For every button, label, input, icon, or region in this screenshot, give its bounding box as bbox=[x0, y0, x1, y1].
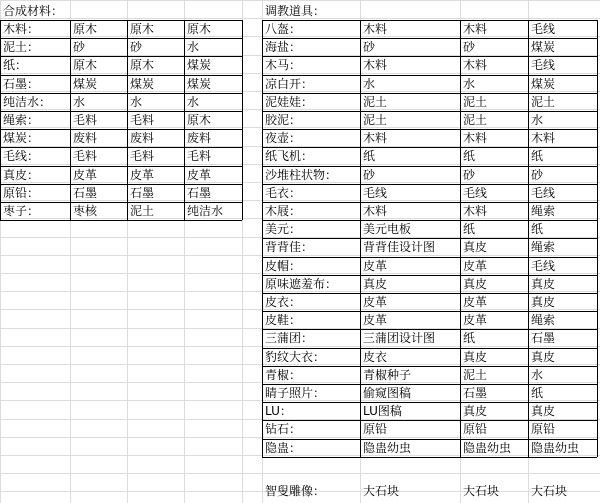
right-ingredient-cell[interactable]: 真皮 bbox=[363, 277, 388, 291]
right-ingredient-cell[interactable]: 毛线 bbox=[463, 186, 488, 200]
right-ingredient-cell[interactable]: 木料 bbox=[463, 204, 488, 218]
left-ingredient-cell[interactable]: 纯洁水 bbox=[187, 204, 224, 218]
right-ingredient-cell[interactable]: 水 bbox=[463, 77, 476, 91]
right-ingredient-cell[interactable]: 真皮 bbox=[531, 350, 556, 364]
right-ingredient-cell[interactable]: 毛线 bbox=[531, 186, 556, 200]
table-border bbox=[262, 457, 597, 458]
left-ingredient-cell[interactable]: 枣核 bbox=[73, 204, 98, 218]
right-ingredient-cell[interactable]: 真皮 bbox=[463, 240, 488, 254]
left-ingredient-cell[interactable]: 水 bbox=[130, 95, 143, 109]
left-ingredient-cell[interactable]: 石墨 bbox=[187, 186, 212, 200]
right-section-title[interactable]: 调教道具： bbox=[265, 4, 326, 18]
right-item-name[interactable]: 隐蛊： bbox=[265, 441, 302, 455]
right-ingredient-cell[interactable]: 原铅 bbox=[363, 422, 388, 436]
left-ingredient-cell[interactable]: 水 bbox=[73, 95, 86, 109]
left-ingredient-cell[interactable]: 废料 bbox=[130, 131, 155, 145]
grid-row-line bbox=[0, 0, 600, 1]
right-item-name[interactable]: 皮帽： bbox=[265, 259, 302, 273]
right-item-name[interactable]: 海盐： bbox=[265, 40, 302, 54]
right-ingredient-cell[interactable]: 纸 bbox=[531, 386, 544, 400]
right-ingredient-cell[interactable]: 真皮 bbox=[531, 277, 556, 291]
left-ingredient-cell[interactable]: 煤炭 bbox=[130, 77, 155, 91]
table-border bbox=[242, 20, 243, 220]
left-ingredient-cell[interactable]: 原木 bbox=[73, 22, 98, 36]
left-ingredient-cell[interactable]: 皮革 bbox=[73, 168, 98, 182]
left-ingredient-cell[interactable]: 毛料 bbox=[187, 149, 212, 163]
right-item-name[interactable]: 泥娃娃： bbox=[265, 95, 314, 109]
right-ingredient-cell[interactable]: 绳索 bbox=[531, 240, 556, 254]
left-ingredient-cell[interactable]: 废料 bbox=[187, 131, 212, 145]
right-item-name[interactable]: 沙堆柱状物： bbox=[265, 168, 338, 182]
table-border bbox=[184, 20, 185, 220]
table-border bbox=[262, 20, 263, 457]
right-ingredient-cell[interactable]: 木料 bbox=[463, 22, 488, 36]
right-ingredient-cell[interactable]: 皮革 bbox=[463, 295, 488, 309]
left-ingredient-cell[interactable]: 泥土 bbox=[130, 204, 155, 218]
table-border bbox=[528, 20, 529, 457]
right-ingredient-cell[interactable]: 原铅 bbox=[463, 422, 488, 436]
bottom-ingredient-cell[interactable]: 大石块 bbox=[363, 484, 400, 498]
right-ingredient-cell[interactable]: 青椒种子 bbox=[363, 368, 412, 382]
right-ingredient-cell[interactable]: 皮衣 bbox=[363, 350, 388, 364]
right-ingredient-cell[interactable]: 皮革 bbox=[463, 313, 488, 327]
right-ingredient-cell[interactable]: 真皮 bbox=[463, 404, 488, 418]
bottom-item-name[interactable]: 智叟雕像： bbox=[265, 484, 326, 498]
left-ingredient-cell[interactable]: 砂 bbox=[73, 40, 86, 54]
right-ingredient-cell[interactable]: 皮革 bbox=[363, 259, 388, 273]
left-ingredient-cell[interactable]: 砂 bbox=[130, 40, 143, 54]
left-ingredient-cell[interactable]: 水 bbox=[187, 40, 200, 54]
right-ingredient-cell[interactable]: 石墨 bbox=[463, 386, 488, 400]
right-item-name[interactable]: 木马： bbox=[265, 58, 302, 72]
right-ingredient-cell[interactable]: 皮革 bbox=[463, 259, 488, 273]
right-item-name[interactable]: 青椒： bbox=[265, 368, 302, 382]
right-ingredient-cell[interactable]: 砂 bbox=[463, 40, 476, 54]
right-ingredient-cell[interactable]: 美元电板 bbox=[363, 222, 412, 236]
right-ingredient-cell[interactable]: 毛线 bbox=[531, 259, 556, 273]
right-item-name[interactable]: LU： bbox=[265, 404, 292, 418]
right-ingredient-cell[interactable]: LU图稿 bbox=[363, 404, 402, 418]
right-ingredient-cell[interactable]: 木料 bbox=[363, 204, 388, 218]
right-item-name[interactable]: 夜壶： bbox=[265, 131, 302, 145]
right-item-name[interactable]: 背背佳： bbox=[265, 240, 314, 254]
left-item-name[interactable]: 原铅： bbox=[3, 186, 40, 200]
right-ingredient-cell[interactable]: 泥土 bbox=[531, 95, 556, 109]
right-ingredient-cell[interactable]: 毛线 bbox=[531, 58, 556, 72]
left-ingredient-cell[interactable]: 毛料 bbox=[130, 113, 155, 127]
right-ingredient-cell[interactable]: 纸 bbox=[463, 222, 476, 236]
left-ingredient-cell[interactable]: 煤炭 bbox=[187, 77, 212, 91]
right-ingredient-cell[interactable]: 绳索 bbox=[531, 313, 556, 327]
left-ingredient-cell[interactable]: 毛料 bbox=[130, 149, 155, 163]
left-ingredient-cell[interactable]: 毛料 bbox=[73, 149, 98, 163]
left-ingredient-cell[interactable]: 废料 bbox=[73, 131, 98, 145]
right-ingredient-cell[interactable]: 背背佳设计图 bbox=[363, 240, 436, 254]
right-item-name[interactable]: 毛衣： bbox=[265, 186, 302, 200]
table-border bbox=[0, 220, 242, 221]
right-ingredient-cell[interactable]: 绳索 bbox=[531, 204, 556, 218]
right-ingredient-cell[interactable]: 泥土 bbox=[463, 113, 488, 127]
right-ingredient-cell[interactable]: 毛线 bbox=[531, 22, 556, 36]
left-section-title[interactable]: 合成材料： bbox=[3, 4, 64, 18]
right-ingredient-cell[interactable]: 毛线 bbox=[363, 186, 388, 200]
right-ingredient-cell[interactable]: 木料 bbox=[363, 22, 388, 36]
right-ingredient-cell[interactable]: 纸 bbox=[463, 331, 476, 345]
right-ingredient-cell[interactable]: 木料 bbox=[363, 131, 388, 145]
left-item-name[interactable]: 纯洁水： bbox=[3, 95, 52, 109]
right-ingredient-cell[interactable]: 木料 bbox=[531, 131, 556, 145]
right-ingredient-cell[interactable]: 泥土 bbox=[463, 368, 488, 382]
right-ingredient-cell[interactable]: 砂 bbox=[363, 168, 376, 182]
left-item-name[interactable]: 毛线： bbox=[3, 149, 40, 163]
right-ingredient-cell[interactable]: 真皮 bbox=[531, 295, 556, 309]
table-border bbox=[360, 20, 361, 457]
left-ingredient-cell[interactable]: 石墨 bbox=[130, 186, 155, 200]
right-item-name[interactable]: 钻石： bbox=[265, 422, 302, 436]
right-item-name[interactable]: 皮鞋： bbox=[265, 313, 302, 327]
right-ingredient-cell[interactable]: 皮革 bbox=[363, 295, 388, 309]
right-ingredient-cell[interactable]: 原铅 bbox=[531, 422, 556, 436]
left-item-name[interactable]: 纸： bbox=[3, 58, 28, 72]
right-ingredient-cell[interactable]: 木料 bbox=[363, 58, 388, 72]
right-item-name[interactable]: 豹纹大衣： bbox=[265, 350, 326, 364]
right-ingredient-cell[interactable]: 砂 bbox=[463, 168, 476, 182]
grid-row-line bbox=[0, 473, 600, 474]
right-ingredient-cell[interactable]: 隐蛊幼虫 bbox=[531, 441, 580, 455]
left-ingredient-cell[interactable]: 原木 bbox=[130, 58, 155, 72]
left-item-name[interactable]: 泥土： bbox=[3, 40, 40, 54]
right-ingredient-cell[interactable]: 砂 bbox=[531, 168, 544, 182]
bottom-ingredient-cell[interactable]: 大石块 bbox=[463, 484, 500, 498]
right-item-name[interactable]: 三蒲团： bbox=[265, 331, 314, 345]
left-ingredient-cell[interactable]: 原木 bbox=[187, 22, 212, 36]
right-item-name[interactable]: 木屐： bbox=[265, 204, 302, 218]
right-ingredient-cell[interactable]: 泥土 bbox=[363, 113, 388, 127]
left-ingredient-cell[interactable]: 皮革 bbox=[130, 168, 155, 182]
right-ingredient-cell[interactable]: 真皮 bbox=[463, 277, 488, 291]
right-ingredient-cell[interactable]: 隐蛊幼虫 bbox=[363, 441, 412, 455]
right-ingredient-cell[interactable]: 煤炭 bbox=[531, 40, 556, 54]
left-ingredient-cell[interactable]: 毛料 bbox=[73, 113, 98, 127]
right-ingredient-cell[interactable]: 泥土 bbox=[463, 95, 488, 109]
right-ingredient-cell[interactable]: 皮革 bbox=[363, 313, 388, 327]
right-ingredient-cell[interactable]: 石墨 bbox=[531, 331, 556, 345]
left-ingredient-cell[interactable]: 皮革 bbox=[187, 168, 212, 182]
right-item-name[interactable]: 皮衣： bbox=[265, 295, 302, 309]
right-ingredient-cell[interactable]: 木料 bbox=[463, 58, 488, 72]
right-item-name[interactable]: 原味遮羞布： bbox=[265, 277, 338, 291]
right-ingredient-cell[interactable]: 水 bbox=[531, 113, 544, 127]
left-ingredient-cell[interactable]: 原木 bbox=[73, 58, 98, 72]
right-ingredient-cell[interactable]: 水 bbox=[531, 368, 544, 382]
table-border bbox=[597, 20, 598, 457]
bottom-ingredient-cell[interactable]: 大石块 bbox=[531, 484, 568, 498]
left-ingredient-cell[interactable]: 原木 bbox=[130, 22, 155, 36]
left-ingredient-cell[interactable]: 煤炭 bbox=[187, 58, 212, 72]
right-ingredient-cell[interactable]: 纸 bbox=[531, 222, 544, 236]
left-item-name[interactable]: 真皮： bbox=[3, 168, 40, 182]
right-ingredient-cell[interactable]: 真皮 bbox=[463, 350, 488, 364]
right-ingredient-cell[interactable]: 纸 bbox=[363, 149, 376, 163]
left-item-name[interactable]: 石墨： bbox=[3, 77, 40, 91]
right-ingredient-cell[interactable]: 三蒲团设计图 bbox=[363, 331, 436, 345]
right-item-name[interactable]: 睛子照片： bbox=[265, 386, 326, 400]
table-border bbox=[127, 20, 128, 220]
right-ingredient-cell[interactable]: 隐蛊幼虫 bbox=[463, 441, 512, 455]
right-ingredient-cell[interactable]: 砂 bbox=[363, 40, 376, 54]
left-item-name[interactable]: 绳索： bbox=[3, 113, 40, 127]
right-ingredient-cell[interactable]: 木料 bbox=[463, 131, 488, 145]
right-item-name[interactable]: 胶泥： bbox=[265, 113, 302, 127]
right-ingredient-cell[interactable]: 泥土 bbox=[363, 95, 388, 109]
table-border bbox=[70, 20, 71, 220]
left-ingredient-cell[interactable]: 原木 bbox=[187, 113, 212, 127]
right-item-name[interactable]: 纸飞机： bbox=[265, 149, 314, 163]
left-ingredient-cell[interactable]: 石墨 bbox=[73, 186, 98, 200]
right-ingredient-cell[interactable]: 纸 bbox=[463, 149, 476, 163]
right-ingredient-cell[interactable]: 偷窥图稿 bbox=[363, 386, 412, 400]
left-item-name[interactable]: 枣子： bbox=[3, 204, 40, 218]
left-item-name[interactable]: 煤炭： bbox=[3, 131, 40, 145]
right-ingredient-cell[interactable]: 真皮 bbox=[531, 404, 556, 418]
left-item-name[interactable]: 木料： bbox=[3, 22, 40, 36]
right-item-name[interactable]: 美元： bbox=[265, 222, 302, 236]
right-item-name[interactable]: 八盔： bbox=[265, 22, 302, 36]
right-ingredient-cell[interactable]: 纸 bbox=[531, 149, 544, 163]
table-border bbox=[0, 20, 1, 220]
right-ingredient-cell[interactable]: 煤炭 bbox=[531, 77, 556, 91]
left-ingredient-cell[interactable]: 水 bbox=[187, 95, 200, 109]
left-ingredient-cell[interactable]: 煤炭 bbox=[73, 77, 98, 91]
table-border bbox=[460, 20, 461, 457]
right-item-name[interactable]: 凉白开： bbox=[265, 77, 314, 91]
right-ingredient-cell[interactable]: 水 bbox=[363, 77, 376, 91]
